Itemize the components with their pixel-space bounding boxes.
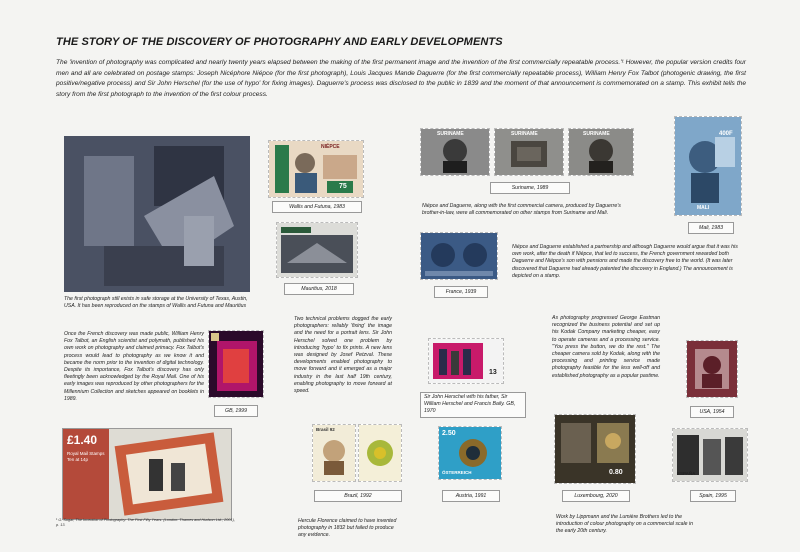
brazil-stamp-2-graphic: [359, 425, 401, 481]
luxembourg-stamp-value: 0.80: [609, 469, 623, 476]
france-stamp-graphic: [421, 233, 497, 279]
label-spain: Spain, 1995: [690, 490, 736, 502]
herschel-stamp-graphic: [429, 339, 503, 383]
stamp-luxembourg: [554, 414, 636, 484]
stamp-gb-1999: [208, 330, 264, 398]
label-herschel: Sir John Herschel with his father, Sir William Herschel and Francis Baily. GB, 1970: [420, 392, 526, 418]
problems-caption: Two technical problems dogged the early photographers: reliably 'fixing' the image and the need for a portrait lens. Sir John Herschel solved one problem by introducing 'hypo' to fix prints. A new lens was designed by Josef Petzval. These developments enabled photography to move forward and it emerged as a major industry in the last half 19th century, enabling photography to move forward at speed.: [294, 316, 392, 395]
label-austria: Austria, 1991: [442, 490, 500, 502]
suriname-country-3: SURINAME: [583, 131, 610, 137]
mali-stamp-country: MALI: [697, 205, 710, 211]
mali-stamp-value: 400F: [719, 131, 733, 137]
wallis-stamp-graphic: [269, 141, 363, 197]
stamp-mali: [674, 116, 742, 216]
stamp-usa: [686, 340, 738, 398]
usa-stamp-graphic: [687, 341, 737, 397]
spain-stamp-country: ESPAÑA: [677, 471, 696, 476]
intro-paragraph: The 'invention of photography was complicated and nearly twenty years elapsed between the making of the first permanent image and the invention of the first commercially repeatable process.'¹ However, the popular version credits four men and all are celebrated on postage stamps: Joseph Nicéphore Niépce (for the first photograph), Louis Jacques Mande Daguerre (for the first commercially repeatable process), William Henry Fox Talbot (photogenic drawing, the first positive/negative process) and Sir John Herschel (for the use of hypo' for fixing images). Daguerre's process was disclosed to the public in 1839 and the moment of that announcement is commemorated on a stamp. This exhibit tells the story from the first photograph to the invention of the first colour process.: [56, 59, 746, 98]
luxembourg-stamp-graphic: [555, 415, 635, 483]
stamp-brazil: [312, 424, 356, 482]
label-gb-1999: GB, 1999: [214, 405, 258, 417]
stamp-mauritius: [276, 222, 358, 278]
stamp-suriname-1: [420, 128, 490, 176]
label-suriname: Suriname, 1989: [490, 182, 570, 194]
label-usa: USA, 1954: [690, 406, 734, 418]
footnote: ¹ G. Sugar, The Invention of Photography: The First Fifty Years. (London: Thames and Hudson Ltd., 2001), p. 13.: [56, 518, 235, 527]
austria-stamp-country: ÖSTERREICH: [442, 470, 472, 475]
booklet-value: £1.40: [67, 433, 98, 447]
suriname-caption: Niépce and Daguerre, along with the first commercial camera, produced by Daguerre's brother-in-law, were all commemorated on other stamps from Suriname and Mali.: [422, 203, 621, 217]
wallis-stamp-name: NIÉPCE: [321, 144, 340, 150]
lippmann-caption: Work by Lippmann and the Lumière Brothers led to the introduction of colour photography on a commercial scale in the early 20th century.: [556, 514, 693, 535]
label-brazil: Brazil, 1992: [314, 490, 402, 502]
florence-caption: Hercule Florence claimed to have invented photography in 1832 but failed to produce any evidence.: [298, 518, 397, 539]
label-wallis-futuna: Wallis and Futuna, 1983: [272, 201, 362, 213]
label-france: France, 1939: [434, 286, 488, 298]
talbot-caption: Once the French discovery was made public, William Henry Fox Talbot, an English scientist and polymath, published his own work on photography and claimed primacy. Fox Talbot's process would lead to photography as we know it and became the norm prior to the invention of digital technology. Despite its importance, Fox Talbot's discovery has only fleetingly been acknowledged by the Royal Mail. One of his early images was reproduced by other photographers for the Millennium Collection and sketches appeared on booklets in 1989.: [64, 331, 204, 402]
brazil-stamp-label: Brasil 92: [316, 427, 335, 432]
brazil-stamp-1-graphic: [313, 425, 355, 481]
label-luxembourg: Luxembourg, 2020: [562, 490, 630, 502]
first-photograph-image: [64, 136, 250, 292]
page-title: THE STORY OF THE DISCOVERY OF PHOTOGRAPHY AND EARLY DEVELOPMENTS: [56, 36, 503, 48]
stamp-suriname-2: [494, 128, 564, 176]
gb1999-stamp-graphic: [209, 331, 263, 397]
stamp-austria: [438, 426, 502, 480]
stamp-gb-herschel: [428, 338, 504, 384]
stamp-brazil-2: [358, 424, 402, 482]
label-mauritius: Mauritius, 2018: [284, 283, 354, 295]
label-mali: Mali, 1983: [688, 222, 734, 234]
gb-herschel-value: 13: [489, 369, 497, 376]
stamp-wallis-futuna: [268, 140, 364, 198]
kodak-caption: As photography progressed George Eastman recognized the business potential and set up his Kodak Company marketing cheaper, easy to operate cameras and a processing service. "You press the button, we do the rest." The cheaper camera sold by Kodak, along with the processing and printing service made photography feasible for the less well-off and established photography as a popular pastime.: [552, 315, 660, 379]
first-photo-caption: The first photograph still exists in safe storage at the University of Texas, Austin, USA. It has been reproduced on the stamps of Wallis and Futuna and Mauritius: [64, 296, 248, 310]
booklet-royal-mail: [62, 428, 232, 520]
stamp-france: [420, 232, 498, 280]
booklet-text: Royal Mail Stamps Ten at 14p: [67, 451, 105, 462]
suriname-country-2: SURINAME: [511, 131, 538, 137]
stamp-spain: [672, 428, 748, 482]
wallis-stamp-value: 75: [339, 183, 347, 190]
suriname-country-1: SURINAME: [437, 131, 464, 137]
first-photograph-graphic: [64, 136, 250, 292]
austria-stamp-value: 2.50: [442, 430, 456, 437]
mauritius-stamp-graphic: [277, 223, 357, 277]
france-caption: Niépce and Daguerre established a partnership and although Daguerre would argue that it was his own work, after the death if Niépce, that led to success, the French government rewarded both Daguerre and Niépce's son with pensions and made the discovery free to the world. (It was later discovered that Daguerre had already patented the discovery in England.) The announcement is depicted on a stamp.: [512, 244, 738, 279]
stamp-suriname-3: [568, 128, 634, 176]
